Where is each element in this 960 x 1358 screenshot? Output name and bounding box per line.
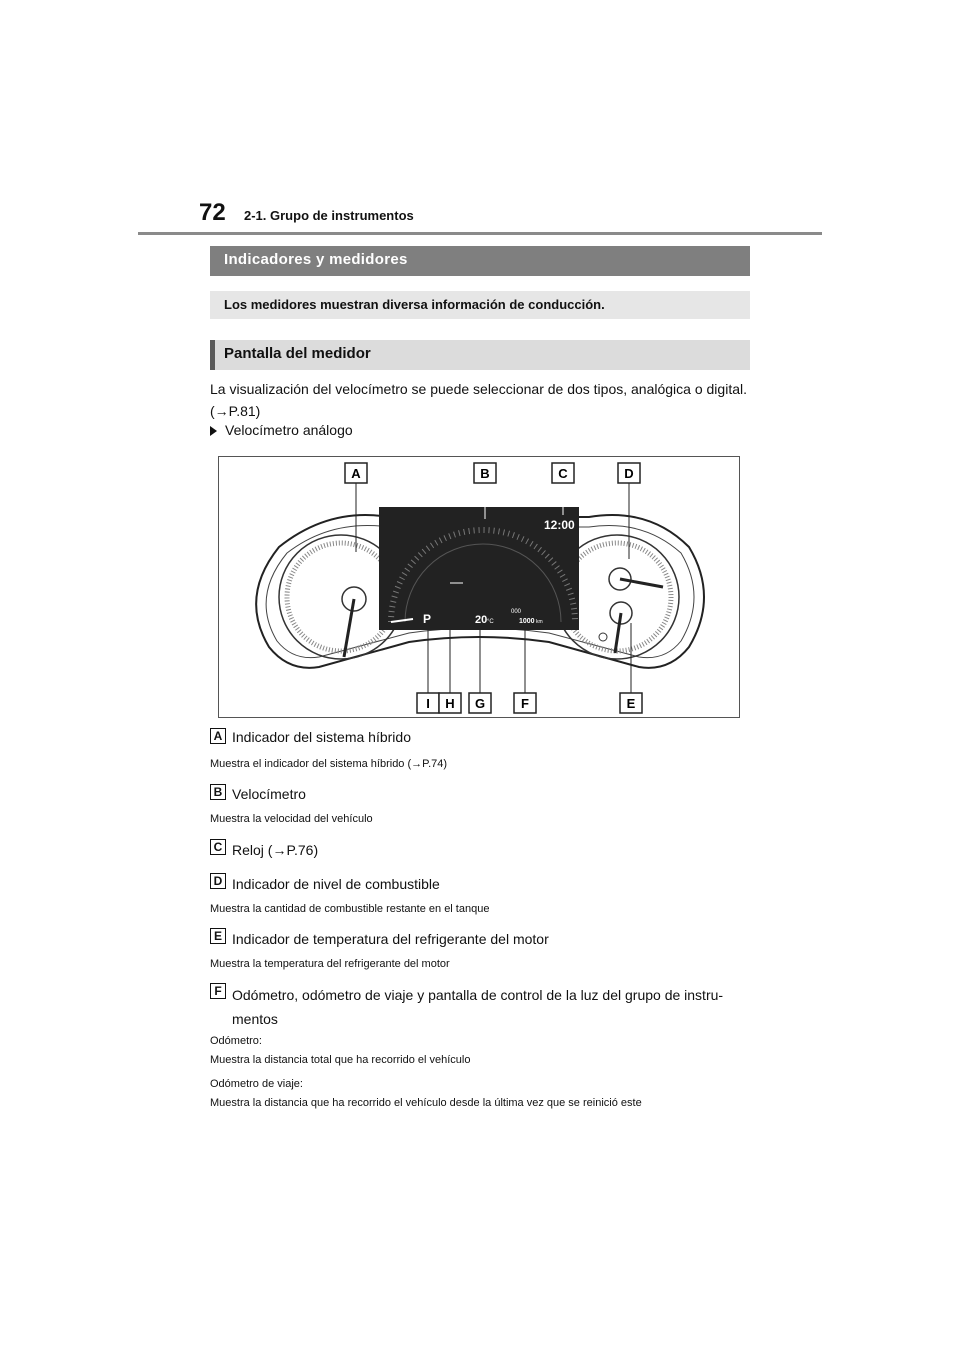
item-title-e: Indicador de temperatura del refrigerante del motor: [232, 931, 549, 947]
cluster-illustration: [219, 457, 739, 717]
chapter-title: 2-1. Grupo de instrumentos: [244, 208, 414, 223]
item-title-c: Reloj (→P.76): [232, 842, 319, 858]
item-label-f: F: [210, 983, 226, 999]
label-e: E: [626, 696, 636, 711]
trip-odometer-label: Odómetro de viaje:: [210, 1078, 303, 1090]
label-i: I: [426, 696, 430, 711]
item-label-e: E: [210, 928, 226, 944]
trip-odometer-desc: Muestra la distancia que ha recorrido el vehículo desde la última vez que se reinició este: [210, 1097, 642, 1109]
item-desc-e: Muestra la temperatura del refrigerante del motor: [210, 958, 450, 970]
section-heading: [210, 246, 750, 276]
intro-text: Los medidores muestran diversa información de conducción.: [224, 297, 605, 312]
item-label-b: B: [210, 784, 226, 800]
odo-text: 1000: [519, 618, 535, 625]
intro-box: [210, 291, 750, 319]
label-a: A: [351, 466, 361, 481]
gear-text: P: [423, 612, 432, 626]
indicator-dot: [599, 633, 607, 641]
item-desc-b: Muestra la velocidad del vehículo: [210, 813, 373, 825]
body-paragraph: La visualización del velocímetro se puede seleccionar de dos tipos, analógica o digital. (→P.81): [210, 381, 747, 419]
hybrid-gauge-ticks: [287, 543, 395, 651]
item-desc-a: Muestra el indicador del sistema híbrido (→P.74): [210, 758, 448, 770]
item-desc-d: Muestra la cantidad de combustible restante en el tanque: [210, 903, 490, 915]
clock-text: 12:00: [544, 518, 575, 532]
bullet-text: Velocímetro análogo: [225, 422, 353, 438]
subsection-title: Pantalla del medidor: [224, 345, 371, 362]
section-title: Indicadores y medidores: [224, 251, 408, 268]
temp-unit-text: °C: [487, 619, 494, 625]
label-b: B: [480, 466, 490, 481]
odometer-desc: Muestra la distancia total que ha recorrido el vehículo: [210, 1054, 471, 1066]
item-title-d: Indicador de nivel de combustible: [232, 876, 440, 892]
item-label-c: C: [210, 839, 226, 855]
label-f: F: [521, 696, 529, 711]
item-title-f: Odómetro, odómetro de viaje y pantalla de control de la luz del grupo de instru-mentos: [232, 987, 724, 1027]
label-c: C: [558, 466, 568, 481]
item-title-b: Velocímetro: [232, 786, 306, 802]
subsection-heading: [210, 340, 750, 370]
item-label-a: A: [210, 728, 226, 744]
label-h: H: [445, 696, 455, 711]
odometer-label: Odómetro:: [210, 1035, 262, 1047]
odo-unit-text: km: [536, 619, 543, 625]
header-rule: [138, 232, 822, 235]
bullet-item: [210, 422, 353, 438]
item-title-a: Indicador del sistema híbrido: [232, 729, 411, 745]
label-d: D: [624, 466, 634, 481]
page-number: 72: [199, 199, 226, 226]
temp-text: 20: [475, 614, 488, 626]
item-label-d: D: [210, 873, 226, 889]
bullet-arrow-icon: [210, 426, 217, 436]
instrument-cluster-figure: [218, 456, 740, 718]
label-g: G: [474, 696, 486, 711]
odo-small-text: 000: [511, 609, 522, 615]
